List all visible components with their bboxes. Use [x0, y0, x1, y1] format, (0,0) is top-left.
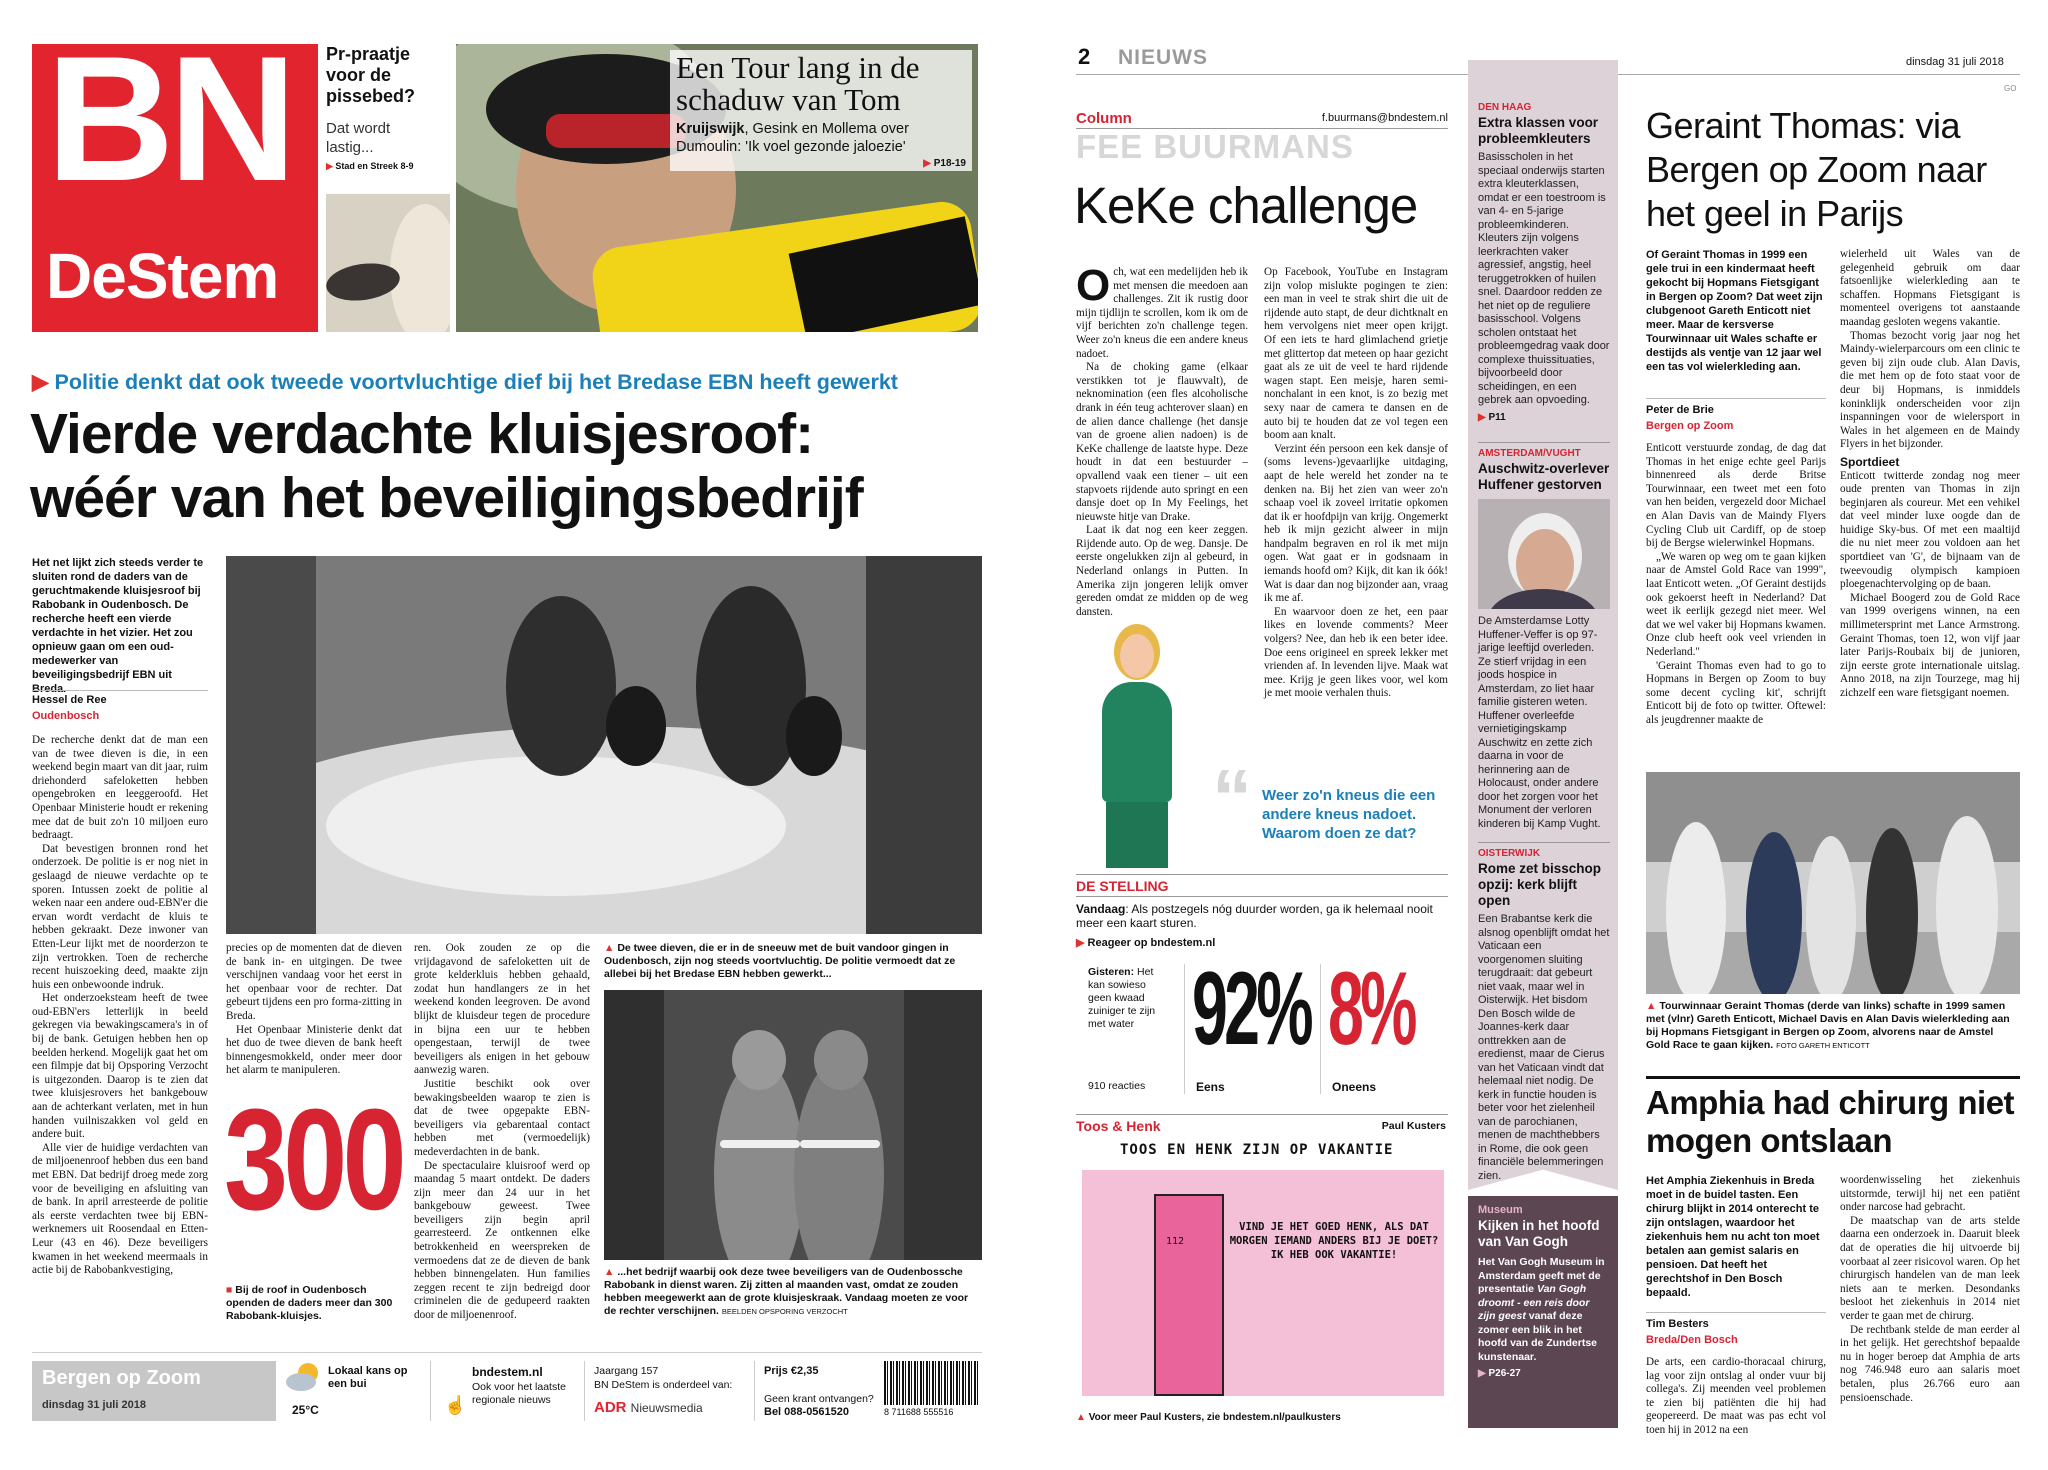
byline-line [1646, 1312, 1826, 1313]
oneens-label: Oneens [1332, 1080, 1377, 1094]
huffener-photo [1478, 499, 1610, 609]
teaser-title: Pr-praatje voor de pissebed? [326, 44, 416, 106]
delivery-question: Geen krant ontvangen? [764, 1393, 874, 1405]
sidebar-item[interactable]: DEN HAAG Extra klassen voor probleemkleuters Basisscholen in het speciaal onderwijs starten extra kleuterklassen, omdat er een toestroom is van 4- en 5-jarige probleemkinderen. Kleuters zijn volgens leerkrachten vaker agressief, angstig, heel teruggetrokken of huilen snel. Daardoor redden ze het niet op de reguliere basisschool. Volgens scholen ontstaat het probleemgedrag vaak door complexe thuissituaties, bijvoorbeeld door scheidingen, en een gebrek aan opvoeding. ▶ P11 [1478, 102, 1610, 423]
stelling-yesterday: Gisteren: Het kan sowieso geen kwaad zuiniger te zijn met water [1088, 966, 1156, 1030]
stelling-rule2 [1076, 896, 1448, 897]
thomas-subhead: Sportdieet [1840, 454, 1900, 469]
divider [584, 1361, 585, 1421]
column-col1: Och, wat een medelijden heb ik met mensen die meedoen aan challenges. Zit ik rustig door mijn tijdlijn te scrollen, kom ik om de vijf berichten zo'n challenge tegen. Weer zo'n kneus die een andere kneus nadoet. Na de choking game (elkaar verstikken tot je flauwvalt), de neknomination (een fles alcoholische drank in één teug achterover slaan) en de alien dance challenge (het dansje van de groene alien nadoen) is de KeKe challenge de laatste hype. Deze houdt in dat een bestuurder – opvallend vaak een tiener – uit een stapvoets rijdende auto springt en een dansje doet op In My Feelings, het nieuwste hitje van Drake. Laat ik dat nog een keer zeggen. Rijdende auto. Op de weg. Dansje. De eerste ongelukken zijn al gebeurd, in Nederland onlangs in Putten. In Amerika zijn jongeren lelijk omver gereden omdat ze midden op de weg dansten. [1076, 261, 1248, 618]
site-link[interactable]: bndestem.nl [472, 1365, 543, 1379]
article-intro: Het net lijkt zich steeds verder te sluiten rond de daders van de geruchtmakende kluisjesroof bij Rabobank in Oudenbosch. De recherche heeft een vierde verdachte in het vizier. Het zou opnieuw gaan om een oud-medewerker van beveiligingsbedrijf EBN uit Breda. [32, 557, 204, 695]
stelling-rule [1076, 874, 1448, 875]
barcode [884, 1361, 980, 1405]
thomas-location: Bergen op Zoom [1646, 420, 1734, 432]
eens-label: Eens [1196, 1080, 1225, 1094]
cctv-photo-snow[interactable] [226, 556, 982, 934]
amphia-location: Breda/Den Bosch [1646, 1334, 1738, 1346]
logo[interactable] [32, 44, 318, 332]
thomas-author: Peter de Brie [1646, 404, 1714, 416]
logo-destem: DeStem [46, 240, 279, 312]
amphia-col2: woordenwisseling het ziekenhuis uitstormde, terwijl hij net een patiënt onder narcose had gebracht. De maatschap van de arts stelde daarna een onderzoek in. Daaruit bleek dat de operaties die hij uitvoerde bij voorbaat al zeer risicovol waren. Op het chirurgisch handelen van de man leek niets aan te merken. Desondanks besloot het ziekenhuis in 2014 niet verder te gaan met de chirurg. De rechtbank stelde de man eerder al in het gelijk. Het gerechtshof bepaalde nu in hoger beroep dat Amphia de arts nog 746.948 euro aan salaris moet betalen, plus 26.766 euro aan pensioenschade. [1840, 1174, 2020, 1404]
article-col2: precies op de momenten dat de dieven de bank in- en uitgingen. De twee verschijnen vandaag voor het eerst in het openbaar voor de rechter. Dat gebeurt tijdens een pro forma-zitting in Breda. Het Openbaar Ministerie denkt dat het duo de twee dieven de bank heeft binnengesmokkeld, onder meer door het alarm te manipuleren. [226, 942, 402, 1077]
weather-icon [286, 1363, 320, 1393]
comic-title: TOOS EN HENK ZIJN OP VAKANTIE [1120, 1142, 1394, 1158]
sidebar-item[interactable]: AMSTERDAM/VUGHT Auschwitz-overlever Huffener gestorven De Amsterdamse Lotty Huffener-Veffer is op 97-jarige leeftijd overleden. Ze stierf vrijdag in een joods hospice in Amsterdam, zo liet haar familie gisteren weten. Huffener overleefde vernietigingskamp Auschwitz en zette zich daarna in voor de herinnering aan de Holocaust, onder andere door het zorgen voor het Monument der verloren kinderen bij Kamp Vught. [1478, 448, 1610, 830]
location: Oudenbosch [32, 710, 100, 722]
divider [430, 1361, 431, 1421]
column-title: KeKe challenge [1074, 177, 1418, 234]
eens-percentage: 92% [1192, 951, 1310, 1067]
page-date: dinsdag 31 juli 2018 [1906, 56, 2004, 68]
big-number-300: 300 [224, 1079, 402, 1240]
price: Prijs €2,35 [764, 1365, 819, 1377]
logo-bn: BN [46, 44, 292, 218]
stelling-react-link[interactable]: ▶ Reageer op bndestem.nl [1076, 937, 1216, 949]
year-label: Jaargang 157 [594, 1365, 659, 1377]
photo-caption-1: ▲ De twee dieven, die er in de sneeuw met de buit vandoor gingen in Oudenbosch, zijn nog steeds voortvluchtig. De politie vermoedt dat ze allebei bij het Bredase EBN hebben gewerkt... [604, 942, 956, 980]
cctv-photo-guards[interactable] [604, 990, 982, 1260]
left-footer [32, 1352, 982, 1428]
hand-cursor-icon: ☝ [444, 1395, 467, 1415]
thomas-col2: wielerheld uit Wales van de gelegenheid gebruik om daar fatsoenlijke wielerkleding aan te schaffen. Hopmans Fietsgigant is momenteel overigens tot aanstaande maandag gesloten wegens vakantie. Thomas bezocht vorig jaar nog het Maindy-wielerparcours om een clinic te geven bij zijn oude club. Alan Davis, die met hem op de foto staat voor de deur bij Hopmans, is inmiddels koninklijk onderscheiden voor zijn inspanningen voor de wielersport in Wales in het algemeen en de Maindy Flyers in het bijzonder. Sportdieet Enticott twitterde zondag nog meer oude prenten van Thomas in zijn beginjaren als coureur. Met een vehikel dat veel minder luxe oogde dan de huidige Sky-bus. Of met een maaltijd die nu niet meer zou voldoen aan het sportdieet van 'G', de bijnaam van de tweevoudig olympisch kampioen ploegenachtervolging op de baan. Michael Boogerd zou de Gold Race van 1999 overigens winnen, na een millimetersprint met Lance Armstrong. Geraint Thomas, toen 12, won vijf jaar later Parijs-Roubaix bij de junioren, zijn eerste grote internationale uitslag. Anno 2018, na zijn Tourzege, mag hij zichzelf een ware fietsgigant noemen. [1840, 248, 2020, 699]
thomas-col1: Enticott verstuurde zondag, de dag dat Thomas in het enige echte geel Parijs binnenreed als derde Britse Tourwinnaar, een tweet met een foto van hen beiden, vergezeld door Michael en Alan Davis van de Maindy Flyers Cycling Club uit Cardiff, op de stoep bij de Bergse wielerwinkel Hopmans. „We waren op weg om te gaan kijken naar de Amstel Gold Race van 1999", laat Enticott weten. „Of Geraint destijds ook gekoerst heeft in Nederland? Dat weet ik eerlijk gezegd niet meer. Wel dat we wel vaker bij Hopmans kwamen. Onze club heeft ook veel vrienden in Nederland." 'Geraint Thomas even had to go to Hopmans in Bergen op Zoom to buy some decent cycling kit', schrijft Enticott bij de foto op twitter. Oftewel: als jeugdrenner maakte de [1646, 442, 1826, 726]
big-number-caption: ■ Bij de roof in Oudenbosch openden de daders meer dan 300 Rabobank-kluisjes. [226, 1284, 393, 1322]
thomas-headline[interactable]: Geraint Thomas: via Bergen op Zoom naar het geel in Parijs [1646, 105, 1987, 234]
comic-label: Toos & Henk [1076, 1118, 1161, 1134]
stelling-divider [1320, 964, 1321, 1094]
pull-quote: Weer zo'n kneus die een andere kneus nadoet. Waarom doen ze dat? [1262, 787, 1436, 842]
oneens-percentage: 8% [1328, 951, 1414, 1067]
thomas-photo[interactable] [1646, 772, 2020, 994]
amphia-rule [1646, 1076, 2020, 1079]
page-corner: GO [2004, 84, 2017, 93]
teaser-tour[interactable] [456, 44, 978, 332]
woodlouse-photo [326, 194, 450, 332]
columnist-photo [1076, 618, 1194, 868]
amphia-col1: De arts, een cardio-thoracaal chirurg, lag voor zijn ontslag al onder vuur bij collega's. Zij meenden veel problemen te zien bij patiënten die hij had geopereerd. De maat was pas echt vol toen hij in 2012 na een [1646, 1356, 1826, 1436]
thomas-intro: Of Geraint Thomas in 1999 een gele trui in een kindermaat heeft gekocht bij Hopmans Fietsgigant in Bergen op Zoom? Dat weet zijn clubgenoot Gareth Enticott niet meer. Maar de kersverse Tourwinnaar uit Wales schafte er destijds als ventje van 12 jaar wel een tas vol wielerkleding aan. [1646, 249, 1823, 373]
quote-mark-icon: “ [1212, 753, 1252, 842]
sidebar-divider [1478, 842, 1610, 843]
stelling-reactions: 910 reacties [1088, 1080, 1146, 1092]
barcode-number: 8 711688 555516 [884, 1407, 954, 1417]
byline-line [1646, 398, 1826, 399]
stelling-divider [1184, 964, 1185, 1094]
edition-box[interactable]: Bergen op Zoom dinsdag 31 juli 2018 [32, 1361, 276, 1421]
section-name: NIEUWS [1118, 46, 1208, 69]
comic-rule [1076, 1114, 1448, 1115]
drop-cap: O [1076, 261, 1111, 310]
column-author: FEE BUURMANS [1076, 128, 1354, 165]
comic-author: Paul Kusters [1381, 1120, 1446, 1132]
article-col1: De recherche denkt dat de man een van de twee dieven is die, in een weekend begin maart van dit jaar, ruim driehonderd safeloketten hebben opengebroken en leeggeroofd. Het Openbaar Ministerie houdt er rekening mee dat de buit zo'n 10 miljoen euro bedraagt. Dat bevestigen bronnen rond het onderzoek. De politie is er nog niet in geslaagd de nieuwe verdachte op te sporen. Intussen zoekt de politie al weken naar een andere oud-EBN'er die ervan wordt verdacht de kluis te hebben gekraakt. Deze inwoner van Etten-Leur lijkt met de noorderzon te zijn vertrokken. Toen de recherche recent huiszoeking deed, maakte zijn huis een onbewoonde indruk. Het onderzoeksteam heeft de twee oud-EBN'ers letterlijk in beeld gekregen via bewakingscamera's in of bij de bank. Getuigen hebben hen op beelden herkend. Mogelijk gaat het om een filmpje dat bij Opsporing Verzocht is uitgezonden. Daarop is te zien dat twee kluisjesrovers het bankgebouw aan de achterkant verlaten, met in hun handen vuilniszakken vol geld en andere buit. Alle vier de huidige verdachten van de miljoenenroof hebben dus een band met EBN. Dat bedrijf droeg mede zorg voor de beveiliging en afsluiting van de bank. In april arresteerde de politie als eerste verdachten twee bij EBN-werknemers uit Roosendaal en Etten-Leur (43 en 46). Deze beveiligers kwamen in het weekend meermaals in actie bij de Rabobankvestiging, [32, 734, 208, 1277]
sidebar-item[interactable]: OISTERWIJK Rome zet bisschop opzij: kerk blijft open Een Brabantse kerk die alsnog openblijft omdat het Vaticaan een voorgenomen sluiting terugdraait: dat gebeurt niet vaak, maar wel in Oisterwijk. Het bisdom Den Bosch wilde de Joannes-kerk daar onttrekken aan de eredienst, maar de Cierus van het Vaticaan vindt dat helemaal niet nodig. De kerk in functie houden is beter voor het zielenheil van de parochianen, menen de machthebbers in Rome, die ook geen financiële belemmeringen zien. [1478, 848, 1610, 1182]
stelling-label: DE STELLING [1076, 878, 1169, 894]
page-number: 2 [1078, 44, 1091, 69]
owner-label: BN DeStem is onderdeel van: [594, 1379, 733, 1391]
amphia-intro: Het Amphia Ziekenhuis in Breda moet in de buidel tasten. Een chirurg blijkt in 2014 onterecht te zijn ontslagen, waardoor het ziekenhuis hem nu acht ton moet betalen aan gemist salaris en pensioen. Dat heeft het gerechtshof in Den Bosch bepaald. [1646, 1175, 1820, 1299]
thomas-caption: ▲ Tourwinnaar Geraint Thomas (derde van links) schafte in 1999 samen met (vlnr) Gareth Enticott, Michael Davis en Alan Davis wielerkleding aan bij Hopmans Fietsgigant in Bergen op Zoom, alvorens naar de Amstel Gold Race te gaan kijken. FOTO GARETH ENTICOTT [1646, 1000, 2010, 1051]
article-col3: ren. Ook zouden ze op die vrijdagavond de safeloketten uit de grote kelderkluis hebben gehaald, zodat hun handlangers ze in het weekend konden leegroven. De avond blijkt de kluisdeur tegen de procedure in bijna een uur te hebben opengestaan, terwijl de twee beveiligers als enigen in het gebouw aanwezig waren. Justitie beschikt ook over bewakingsbeelden waarop te zien is dat de twee opgepakte EBN-beveiligers via gebarentaal contact hebben met (vermoedelijk) medeverdachten in de bank. De spectaculaire kluisroof werd op maandag 5 maart ontdekt. De daders zijn meer dan 24 uur in het bankgebouw geweest. Twee beveiligers zijn begin april gearresteerd. Ze ontkennen elke betrokkenheid en weerspreken de vermoedens dat ze de dieven de bank hebben binnengelaten. Hun families zeggen recent te zijn bedreigd door criminelen die de gedupeerd raakten door de miljoenenroof. [414, 942, 590, 1322]
door-number: 112 [1166, 1236, 1185, 1247]
main-headline[interactable]: Vierde verdachte kluisjesroof: wéér van het beveiligingsbedrijf [30, 402, 863, 530]
adr-logo: ADR Nieuwsmedia [594, 1399, 703, 1416]
kicker[interactable]: ▶ Politie denkt dat ook tweede voortvluchtige dief bij het Bredase EBN heeft gewerkt [32, 370, 898, 394]
sidebar-divider [1478, 442, 1610, 443]
teaser-text: Dat wordt lastig... [326, 120, 391, 156]
temperature: 25°C [292, 1403, 319, 1417]
comic-strip[interactable] [1076, 1140, 1448, 1410]
comic-caption: ▲ Voor meer Paul Kusters, zie bndestem.nl/paulkusters [1076, 1412, 1341, 1423]
teaser-pissebed[interactable] [326, 44, 450, 332]
column-col2: Op Facebook, YouTube en Instagram zijn volop mislukte pogingen te zien: een man in veel te strak shirt die uit de rijdende auto stapt, de deur dichtknalt en hem vervolgens niet meer open krijgt. Of een iets te hard glimlachend grietje met glittertop dat meteen op haar gezicht gaat als ze uit de veel te hard rijdende wagen stapt. Een meisje, haren semi-nonchalant in een knot, is zo bezig met sexy naar de camera te dansen en de auto bij te houden dat ze vol tegen een boom aan knalt. Verzint één persoon een kek dansje of (soms levens-)gevaarlijke uitdaging, aapt de hele wereld het zonder na te denken na. Bij het zien van weer zo'n schaap voel ik zoveel irritatie opkomen dat ik er hoofdpijn van krijg. Ongemerkt heb ik mijn gezicht alweer in mijn handpalm begraven en rol ik met mijn ogen. Wat gaat er in godsnaam in iemands hoofd om? Kijk, dit kan ik óók! Wat is daar dan nog bijzonder aan, vraag ik me af. En waarvoor doen ze het, een paar likes en lovende comments? Meer volgers? Nee, dan heb ik een beter idee. Doe eens origineel en spreek lekker met vrienden af. In levenden lijve. Maak wat mee. Krijg je geen likes voor, wel kom je met mooie verhalen thuis. [1264, 266, 1448, 700]
door [1154, 1194, 1224, 1396]
museum-box[interactable]: Museum Kijken in het hoofd van Van Gogh Het Van Gogh Museum in Amsterdam geeft met de presentatie Van Gogh droomt - een reis door zijn geest vanaf deze zomer een blik in het hoofd van de Zundertse kunstenaar. ▶ P26-27 [1468, 1196, 1618, 1428]
delivery-phone[interactable]: Bel 088-0561520 [764, 1406, 850, 1418]
site-text: Ook voor het laatste regionale nieuws [472, 1381, 566, 1406]
photo-caption-2: ▲ ...het bedrijf waarbij ook deze twee beveiligers van de Oudenbossche Rabobank in dienst waren. Zij zitten al maanden vast, omdat ze zouden hebben meegewerkt aan de grote kluisjeskraak. Vandaag moeten ze voor de rechter verschijnen. BEELDEN OPSPORING VERZOCHT [604, 1266, 969, 1317]
amphia-author: Tim Besters [1646, 1318, 1709, 1330]
column-email[interactable]: f.buurmans@bndestem.nl [1321, 112, 1448, 124]
amphia-headline[interactable]: Amphia had chirurg niet mogen ontslaan [1646, 1084, 2015, 1159]
stelling-today: Vandaag: Als postzegels nóg duurder worden, ga ik helemaal nooit meer een kaart sturen. [1076, 902, 1433, 930]
author: Hessel de Ree [32, 694, 107, 706]
teaser-tour-text: Een Tour lang in de schaduw van Tom Kruijswijk, Gesink en Mollema over Dumoulin: 'Ik voel gezonde jaloezie' ▶ P18-19 [670, 50, 972, 171]
speech-bubble: VIND JE HET GOED HENK, ALS DAT MORGEN IEMAND ANDERS BIJ JE DOET? IK HEB OOK VAKANTIE! [1229, 1221, 1439, 1261]
teaser-ref: ▶ Stad en Streek 8-9 [326, 161, 414, 171]
byline-line [32, 690, 208, 691]
weather-text: Lokaal kans op een bui [328, 1365, 408, 1390]
column-label: Column [1076, 110, 1132, 127]
divider [754, 1361, 755, 1421]
